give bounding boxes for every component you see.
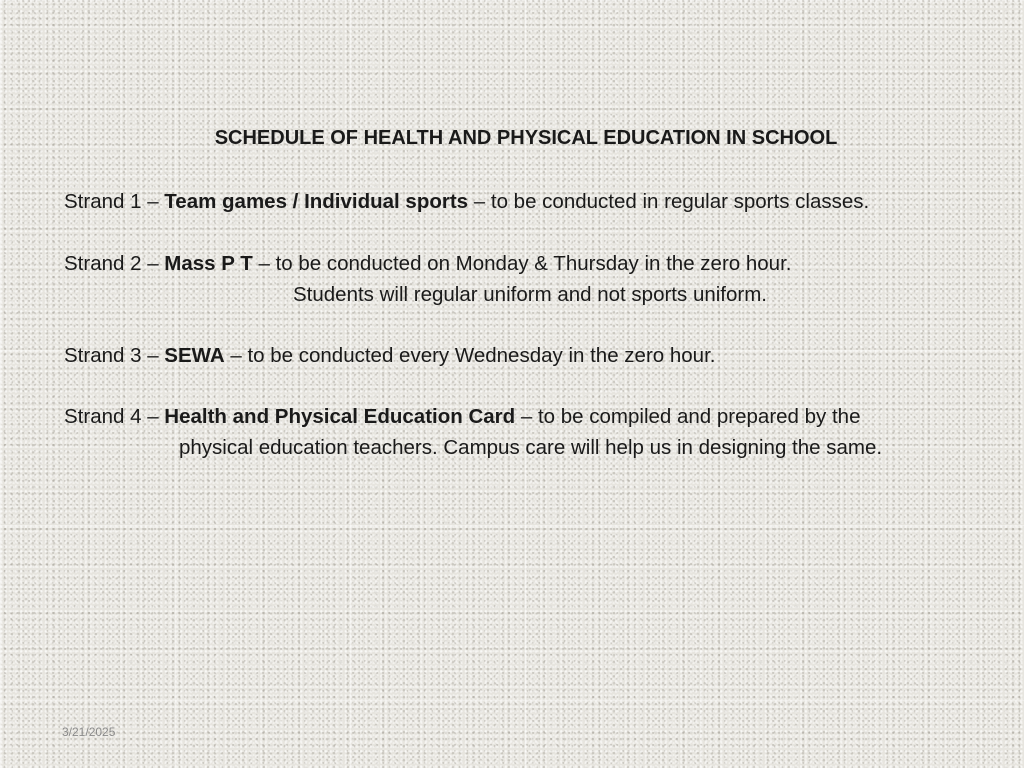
strand-2 [64,248,791,279]
strand-2-prefix: Strand 2 – [64,252,165,275]
strand-4-description: – to be compiled and prepared by the [515,405,861,428]
strand-3-prefix: Strand 3 – [64,344,165,367]
strand-2-name: Mass P T [164,252,253,275]
strand-3 [64,340,715,371]
strand-4-name: Health and Physical Education Card [164,405,516,428]
strand-1-description: – to be conducted in regular sports classes. [468,190,870,213]
strand-2-description: – to be conducted on Monday & Thursday in the zero hour. [252,252,792,275]
strand-4-continuation: physical education teachers. Campus care will help us in designing the same. [179,436,883,459]
strand-3-description: – to be conducted every Wednesday in the zero hour. [224,344,716,367]
strand-3-name: SEWA [164,344,225,367]
strand-4 [64,401,861,432]
strand-4-prefix: Strand 4 – [64,405,165,428]
strand-1-name: Team games / Individual sports [164,190,469,213]
strand-1 [64,186,869,217]
slide-date: 3/21/2025 [62,725,116,739]
strand-1-prefix: Strand 1 – [64,190,165,213]
slide-title: SCHEDULE OF HEALTH AND PHYSICAL EDUCATION IN SCHOOL [214,127,838,149]
strand-2-continuation: Students will regular uniform and not sports uniform. [293,283,768,306]
